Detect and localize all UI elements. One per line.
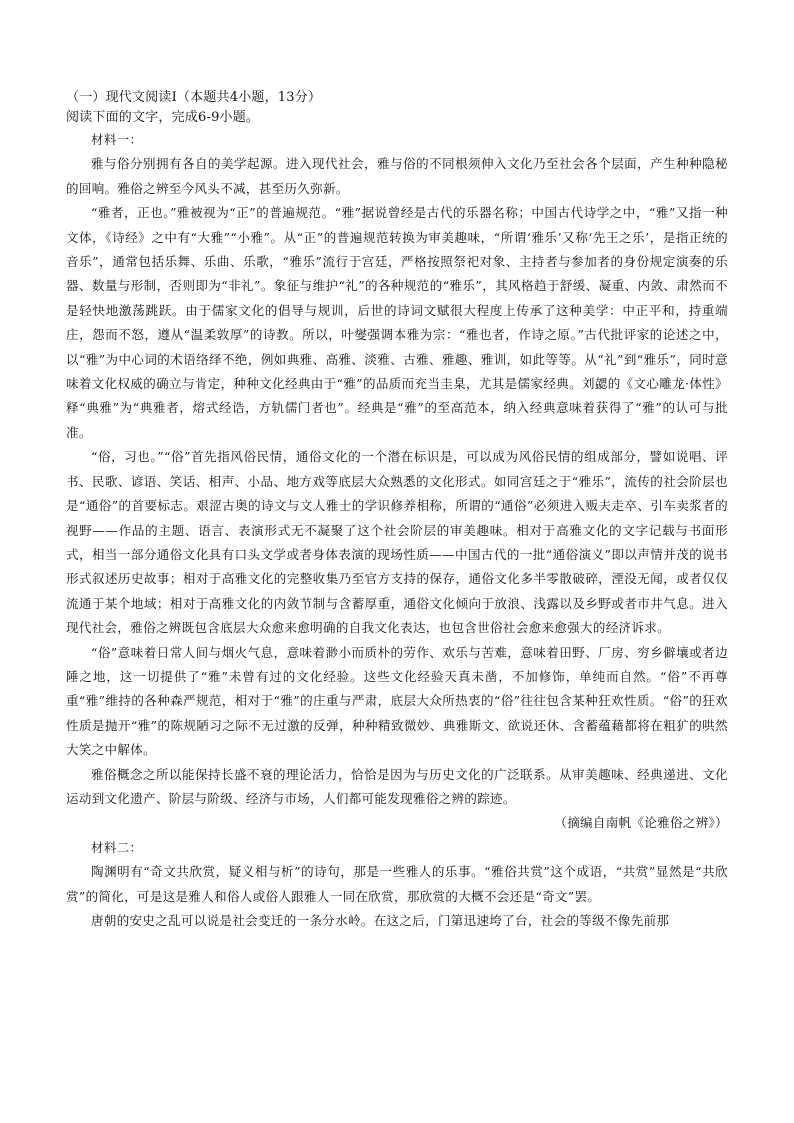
paragraph: “俗，习也。”“俗”首先指风俗民情，通俗文化的一个潜在标识是，可以成为风俗民情的组成部分，譬如说唱、评书、民歌、谚语、笑话、相声、小品、地方戏等底层大众熟悉的文化形式。如同宫廷之于“雅乐”，流传的社会阶层也是“通俗”的首要标志。艰涩古奥的诗文与文人雅士的学识修养相称，所谓的“通俗”必须进入贩夫走卒、引车卖浆者的视野——作品的主题、语言、表演形式无不凝聚了这个社会阶层的审美趣味。相对于高雅文化的文字记载与书面形式，相当一部分通俗文化具有口头文学或者身体表演的现场性质——中国古代的一批“通俗演义”即以声情并茂的说书形式叙述历史故事；相对于高雅文化的完整收集乃至官方支持的保存，通俗文化多半零散破碎，湮没无闻，或者仅仅流通于某个地域；相对于高雅文化的内敛节制与含蓄厚重，通俗文化倾向于放浪、浅露以及乡野或者市井气息。进入现代社会，雅俗之辨既包含底层大众愈来愈明确的自我文化表达，也包含世俗社会愈来愈强大的经济诉求。 xyxy=(66,449,728,636)
paragraph: 唐朝的安史之乱可以说是社会变迁的一条分水岭。在这之后，门第迅速垮了台，社会的等级不像先前那 xyxy=(91,913,670,928)
paragraph: 雅与俗分别拥有各自的美学起源。进入现代社会，雅与俗的不同根须伸入文化乃至社会各个层面，产生种种隐秘的回响。雅俗之辨至今风头不减，甚至历久弥新。 xyxy=(66,156,728,196)
instruction: 阅读下面的文字，完成6-9小题。 xyxy=(66,110,260,125)
document-page xyxy=(66,88,728,933)
material-two-label: 材料二： xyxy=(91,839,143,855)
material-one-label: 材料一： xyxy=(91,132,143,147)
source-citation: （摘编自南帆《论雅俗之辨》） xyxy=(554,815,728,831)
paragraph: “雅者，正也。”雅被视为“正”的普遍规范。“雅”据说曾经是古代的乐器名称；中国古代诗学之中，“雅”又指一种文体，《诗经》之中有“大雅”“小雅”。从“正”的普遍规范转换为审美趣味，“所谓‘雅乐’又称‘先王之乐’，是指正统的音乐”，通常包括乐舞、乐曲、乐歌，“雅乐”流行于宫廷，严格按照祭祀对象、主持者与参加者的身份规定演奏的乐器、数量与形制，否则即为“非礼”。象征与维护“礼”的各种规范的“雅乐”，其风格趋于舒缓、凝重、内敛、肃然而不是轻快地激荡跳跃。由于儒家文化的倡导与规训，后世的诗词文赋很大程度上传承了这种美学：中正平和，持重端庄，怨而不怒，遵从“温柔敦厚”的诗教。所以，叶燮强调本雅为宗：“雅也者，作诗之原。”古代批评家的论述之中，以“雅”为中心词的术语络绎不绝，例如典雅、高雅、淡雅、古雅、雅趣、雅训，如此等等。从“礼”到“雅乐”，同时意味着文化权威的确立与肯定，种种文化经典由于“雅”的品质而充当圭臬，尤其是儒家经典。刘勰的《文心雕龙·体性》释“典雅”为“典雅者，熔式经诰，方轨儒门者也”。经典是“雅”的至高范本，纳入经典意味着获得了“雅”的认可与批准。 xyxy=(66,205,728,440)
paragraph: 雅俗概念之所以能保持长盛不衰的理论活力，恰恰是因为与历史文化的广泛联系。从审美趣味、经典递进、文化运动到文化遗产、阶层与阶级、经济与市场，人们都可能发现雅俗之辨的踪迹。 xyxy=(66,766,728,806)
paragraph: “俗”意味着日常人间与烟火气息，意味着渺小而质朴的劳作、欢乐与苦难，意味着田野、厂房、穷乡僻壤或者边陲之地，这一切提供了“雅”未曾有过的文化经验。这些文化经验天真未凿，不加修饰，单纯而自然。“俗”不再尊重“雅”维持的各种森严规范，相对于“雅”的庄重与严肃，底层大众所热衷的“俗”往往包含某种狂欢性质。“俗”的狂欢性质是抛开“雅”的陈规陋习之际不无过激的反弹，种种精致微妙、典雅斯文、欲说还休、含蓄蕴藉都将在粗犷的哄然大笑之中解体。 xyxy=(66,644,728,758)
section-title: （一）现代文阅读Ⅰ（本题共4小题，13分） xyxy=(66,90,322,105)
paragraph: 陶渊明有“奇文共欣赏，疑义相与析”的诗句，那是一些雅人的乐事。“雅俗共赏”这个成语，“共赏”显然是“共欣赏”的简化，可是这是雅人和俗人或俗人跟雅人一同在欣赏，那欣赏的大概不会还是“奇文”罢。 xyxy=(66,864,728,904)
